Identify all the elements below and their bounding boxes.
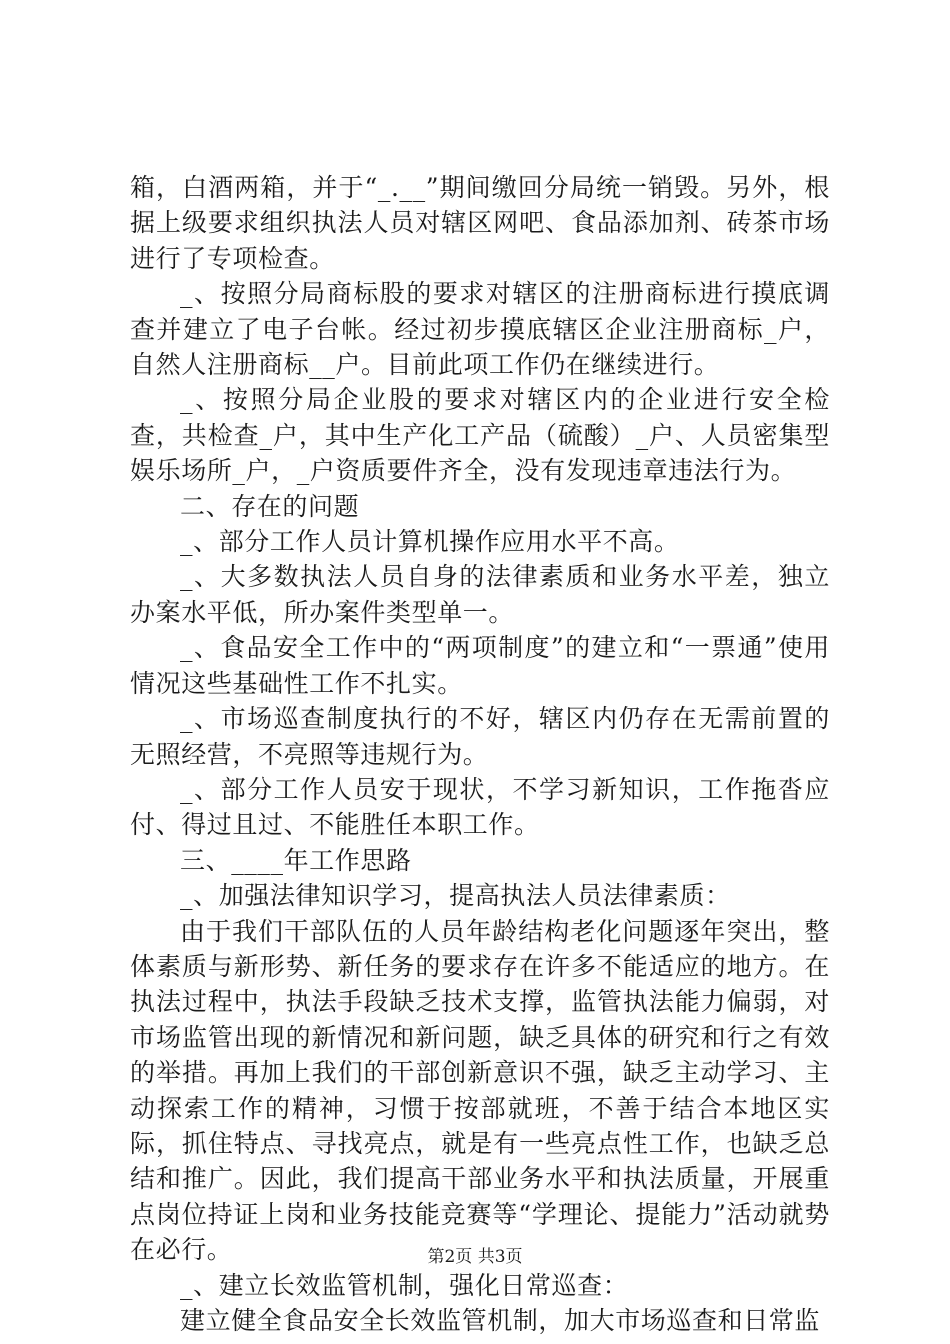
paragraph: _、部分工作人员安于现状，不学习新知识，工作拖沓应付、得过且过、不能胜任本职工作。 — [130, 774, 830, 840]
subheading: _、加强法律知识学习，提高执法人员法律素质： — [180, 881, 731, 911]
paragraph: _、市场巡查制度执行的不好，辖区内仍存在无需前置的无照经营，不亮照等违规行为。 — [130, 704, 830, 769]
paragraph: _、大多数执法人员自身的法律素质和业务水平差，独立办案水平低，所办案件类型单一。 — [130, 562, 830, 627]
document-body — [130, 170, 830, 1338]
page-footer: 第2页 共3页 — [427, 1247, 523, 1267]
paragraph: _、按照分局企业股的要求对辖区内的企业进行安全检查，共检查_户，其中生产化工产品（硫酸）_户、人员密集型娱乐场所_户，_户资质要件齐全，没有发现违章违法行为。 — [130, 385, 830, 486]
paragraph: 建立健全食品安全长效监管机制，加大市场巡查和日常监 — [180, 1306, 821, 1335]
paragraph: 箱，白酒两箱，并于“_.__”期间缴回分局统一销毁。另外，根据上级要求组织执法人员对辖区网吧、食品添加剂、砖茶市场进行了专项检查。 — [130, 173, 830, 273]
paragraph: _、按照分局商标股的要求对辖区的注册商标进行摸底调查并建立了电子台帐。经过初步摸底辖区企业注册商标_户，自然人注册商标__户。目前此项工作仍在继续进行。 — [130, 279, 830, 380]
section-heading: 三、____年工作思路 — [180, 845, 412, 875]
paragraph: _、部分工作人员计算机操作应用水平不高。 — [180, 527, 680, 557]
section-heading: 二、存在的问题 — [180, 491, 360, 521]
paragraph: 由于我们干部队伍的人员年龄结构老化问题逐年突出，整体素质与新形势、新任务的要求存在许多不能适应的地方。在执法过程中，执法手段缺乏技术支撑，监管执法能力偏弱，对市场监管出现的新情况和新问题，缺乏具体的研究和行之有效的举措。再加上我们的干部创新意识不强，缺乏主动学习、主动探索工作的精神，习惯于按部就班，不善于结合本地区实际，抓住特点、寻找亮点，就是有一些亮点性工作，也缺乏总结和推广。因此，我们提高干部业务水平和执法质量，开展重点岗位持证上岗和业务技能竞赛等“学理论、提能力”活动就势在必行。 — [130, 916, 830, 1265]
subheading: _、建立长效监管机制，强化日常巡查： — [180, 1270, 629, 1300]
paragraph: _、食品安全工作中的“两项制度”的建立和“一票通”使用情况这些基础性工作不扎实。 — [130, 633, 830, 698]
